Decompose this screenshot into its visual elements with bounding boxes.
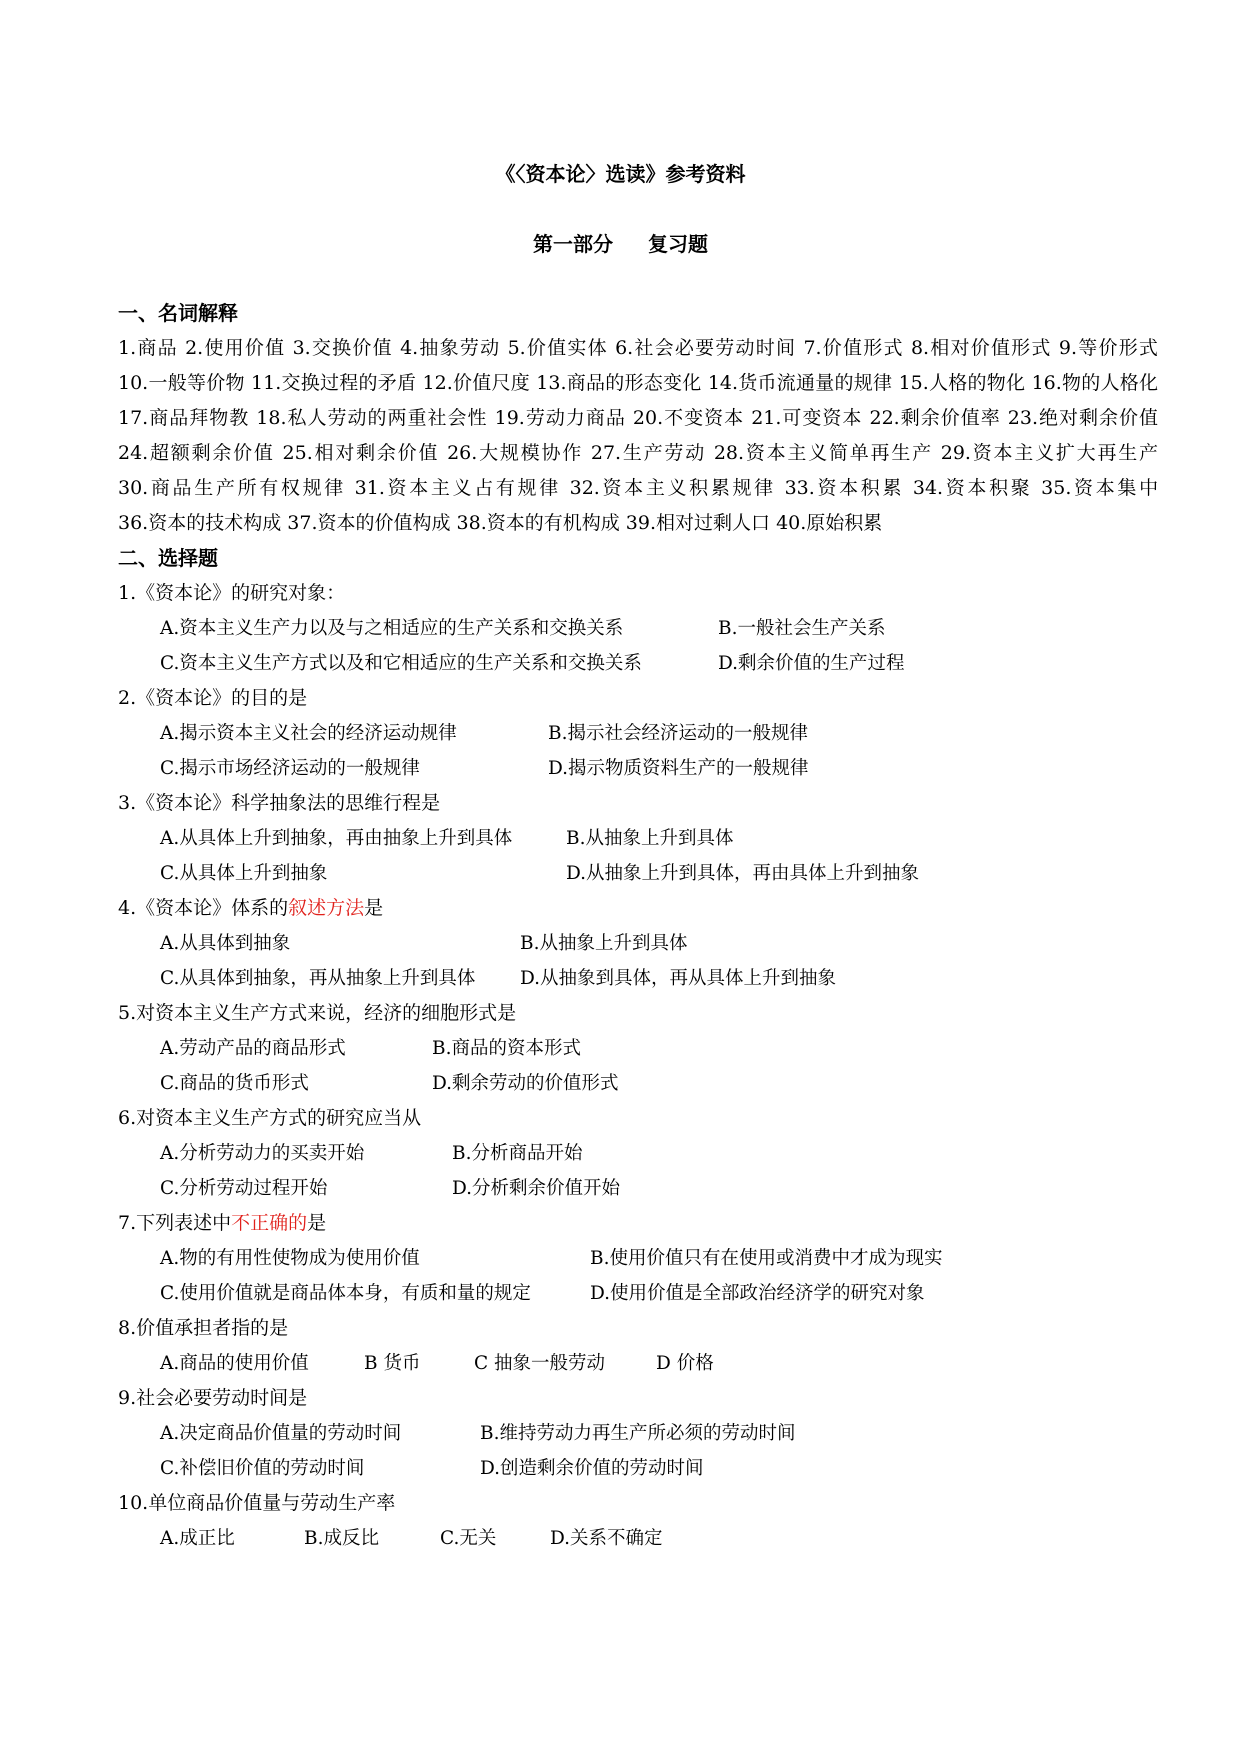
term-item: 33.资本积累 [784, 477, 905, 499]
term-item: 16.物的人格化 [1031, 372, 1159, 394]
question-stem: 10.单位商品价值量与劳动生产率 [118, 1492, 396, 1514]
option-row [118, 1171, 1158, 1206]
answer-option: C.无关 [440, 1528, 497, 1549]
answer-option: B.分析商品开始 [452, 1143, 583, 1164]
answer-option: D.从抽象上升到具体，再由具体上升到抽象 [566, 863, 920, 884]
term-item: 1.商品 [118, 337, 178, 359]
answer-option: C.分析劳动过程开始 [160, 1178, 328, 1199]
question-stem: 8.价值承担者指的是 [118, 1317, 289, 1339]
answer-option: B.成反比 [304, 1528, 379, 1549]
part-title: 第一部分 复习题 [533, 232, 708, 256]
answer-option: B.一般社会生产关系 [718, 618, 886, 639]
answer-option: A.物的有用性使物成为使用价值 [160, 1248, 420, 1269]
answer-option: D 价格 [656, 1353, 714, 1374]
term-item: 4.抽象劳动 [400, 337, 501, 359]
term-item: 39.相对过剩人口 [625, 512, 771, 534]
answer-option: C.商品的货币形式 [160, 1073, 309, 1094]
term-item: 21.可变资本 [751, 407, 863, 429]
term-item: 18.私人劳动的两重社会性 [256, 407, 488, 429]
term-item: 26.大规模协作 [447, 442, 584, 464]
highlighted-phrase: 不正确的 [231, 1212, 308, 1234]
term-item: 7.价值形式 [803, 337, 904, 359]
term-item: 37.资本的价值构成 [287, 512, 451, 534]
answer-option: A.分析劳动力的买卖开始 [160, 1143, 365, 1164]
answer-option: B.使用价值只有在使用或消费中才成为现实 [590, 1248, 943, 1269]
question-stem: 2.《资本论》的目的是 [118, 687, 308, 709]
terms-list [118, 331, 1158, 541]
answer-option: C.补偿旧价值的劳动时间 [160, 1458, 365, 1479]
term-item: 11.交换过程的矛盾 [251, 372, 417, 394]
section-heading-terms: 一、名词解释 [118, 301, 238, 325]
answer-option: C.使用价值就是商品体本身，有质和量的规定 [160, 1283, 531, 1304]
answer-option: A.劳动产品的商品形式 [160, 1038, 346, 1059]
answer-option: D.从抽象到具体，再从具体上升到抽象 [520, 968, 837, 989]
question-stem: 9.社会必要劳动时间是 [118, 1387, 308, 1409]
answer-option: C.资本主义生产方式以及和它相适应的生产关系和交换关系 [160, 653, 642, 674]
term-item: 38.资本的有机构成 [456, 512, 620, 534]
term-item: 12.价值尺度 [422, 372, 530, 394]
answer-option: B.揭示社会经济运动的一般规律 [548, 723, 808, 744]
answer-option: A.成正比 [160, 1528, 235, 1549]
answer-option: C.揭示市场经济运动的一般规律 [160, 758, 420, 779]
term-item: 5.价值实体 [507, 337, 608, 359]
term-item: 3.交换价值 [292, 337, 393, 359]
answer-option: D.创造剩余价值的劳动时间 [480, 1458, 704, 1479]
question-text: 7.下列表述中 [118, 1212, 232, 1234]
term-item: 25.相对剩余价值 [282, 442, 440, 464]
option-row [118, 1346, 1158, 1381]
answer-option: C 抽象一般劳动 [474, 1353, 606, 1374]
option-row [118, 961, 1158, 996]
answer-option: D.关系不确定 [550, 1528, 663, 1549]
term-item: 27.生产劳动 [590, 442, 706, 464]
term-item: 6.社会必要劳动时间 [615, 337, 797, 359]
question-stem: 6.对资本主义生产方式的研究应当从 [118, 1107, 422, 1129]
option-row [118, 751, 1158, 786]
term-item: 9.等价形式 [1058, 337, 1158, 359]
answer-option: A.商品的使用价值 [160, 1353, 309, 1374]
answer-option: B 货币 [364, 1353, 421, 1374]
term-item: 14.货币流通量的规律 [707, 372, 893, 394]
term-item: 20.不变资本 [632, 407, 745, 429]
answer-option: B.维持劳动力再生产所必须的劳动时间 [480, 1423, 796, 1444]
term-item: 24.超额剩余价值 [118, 442, 275, 464]
option-row [118, 1276, 1158, 1311]
term-item: 19.劳动力商品 [494, 407, 626, 429]
term-item: 36.资本的技术构成 [118, 512, 282, 534]
option-row [118, 1136, 1158, 1171]
answer-option: A.从具体到抽象 [160, 933, 291, 954]
option-row [118, 926, 1158, 961]
answer-option: D.分析剩余价值开始 [452, 1178, 621, 1199]
option-row [118, 856, 1158, 891]
term-item: 40.原始积累 [776, 512, 883, 534]
term-item: 28.资本主义简单再生产 [713, 442, 933, 464]
option-row [118, 1416, 1158, 1451]
option-row [118, 821, 1158, 856]
answer-option: A.从具体上升到抽象，再由抽象上升到具体 [160, 828, 513, 849]
option-row [118, 1066, 1158, 1101]
term-item: 32.资本主义积累规律 [569, 477, 776, 499]
question-stem [118, 891, 1158, 926]
option-row [118, 1521, 1158, 1556]
term-item: 34.资本积聚 [912, 477, 1033, 499]
option-row [118, 1241, 1158, 1276]
term-item: 23.绝对剩余价值 [1007, 407, 1159, 429]
question-stem [118, 1206, 1158, 1241]
answer-option: B.商品的资本形式 [432, 1038, 581, 1059]
question-stem: 3.《资本论》科学抽象法的思维行程是 [118, 792, 441, 814]
term-item: 31.资本主义占有规律 [354, 477, 561, 499]
question-stem: 5.对资本主义生产方式来说，经济的细胞形式是 [118, 1002, 517, 1024]
question-text: 4.《资本论》体系的 [118, 897, 289, 919]
term-item: 15.人格的物化 [898, 372, 1026, 394]
answer-option: B.从抽象上升到具体 [520, 933, 688, 954]
section-heading-choice: 二、选择题 [118, 546, 218, 570]
option-row [118, 1451, 1158, 1486]
term-item: 17.商品拜物教 [118, 407, 250, 429]
term-item: 13.商品的形态变化 [536, 372, 702, 394]
answer-option: C.从具体上升到抽象 [160, 863, 328, 884]
answer-option: A.揭示资本主义社会的经济运动规律 [160, 723, 457, 744]
document-title: 《〈资本论〉选读》参考资料 [495, 162, 746, 186]
answer-option: A.决定商品价值量的劳动时间 [160, 1423, 402, 1444]
term-item: 10.一般等价物 [118, 372, 245, 394]
question-list [118, 576, 1158, 1556]
answer-option: B.从抽象上升到具体 [566, 828, 734, 849]
term-item: 22.剩余价值率 [869, 407, 1001, 429]
document-body [118, 296, 1158, 1556]
option-row [118, 646, 1158, 681]
highlighted-phrase: 叙述方法 [288, 897, 365, 919]
term-item: 29.资本主义扩大再生产 [940, 442, 1159, 464]
answer-option: A.资本主义生产力以及与之相适应的生产关系和交换关系 [160, 618, 624, 639]
answer-option: D.剩余劳动的价值形式 [432, 1073, 619, 1094]
answer-option: D.使用价值是全部政治经济学的研究对象 [590, 1283, 925, 1304]
term-item: 35.资本集中 [1041, 477, 1159, 499]
answer-option: D.剩余价值的生产过程 [718, 653, 905, 674]
option-row [118, 611, 1158, 646]
term-item: 2.使用价值 [185, 337, 286, 359]
answer-option: C.从具体到抽象，再从抽象上升到具体 [160, 968, 476, 989]
option-row [118, 1031, 1158, 1066]
question-text: 是 [307, 1212, 327, 1234]
question-stem: 1.《资本论》的研究对象： [118, 582, 346, 604]
option-row [118, 716, 1158, 751]
question-text: 是 [364, 897, 384, 919]
term-item: 30.商品生产所有权规律 [118, 477, 346, 499]
term-item: 8.相对价值形式 [910, 337, 1052, 359]
answer-option: D.揭示物质资料生产的一般规律 [548, 758, 809, 779]
